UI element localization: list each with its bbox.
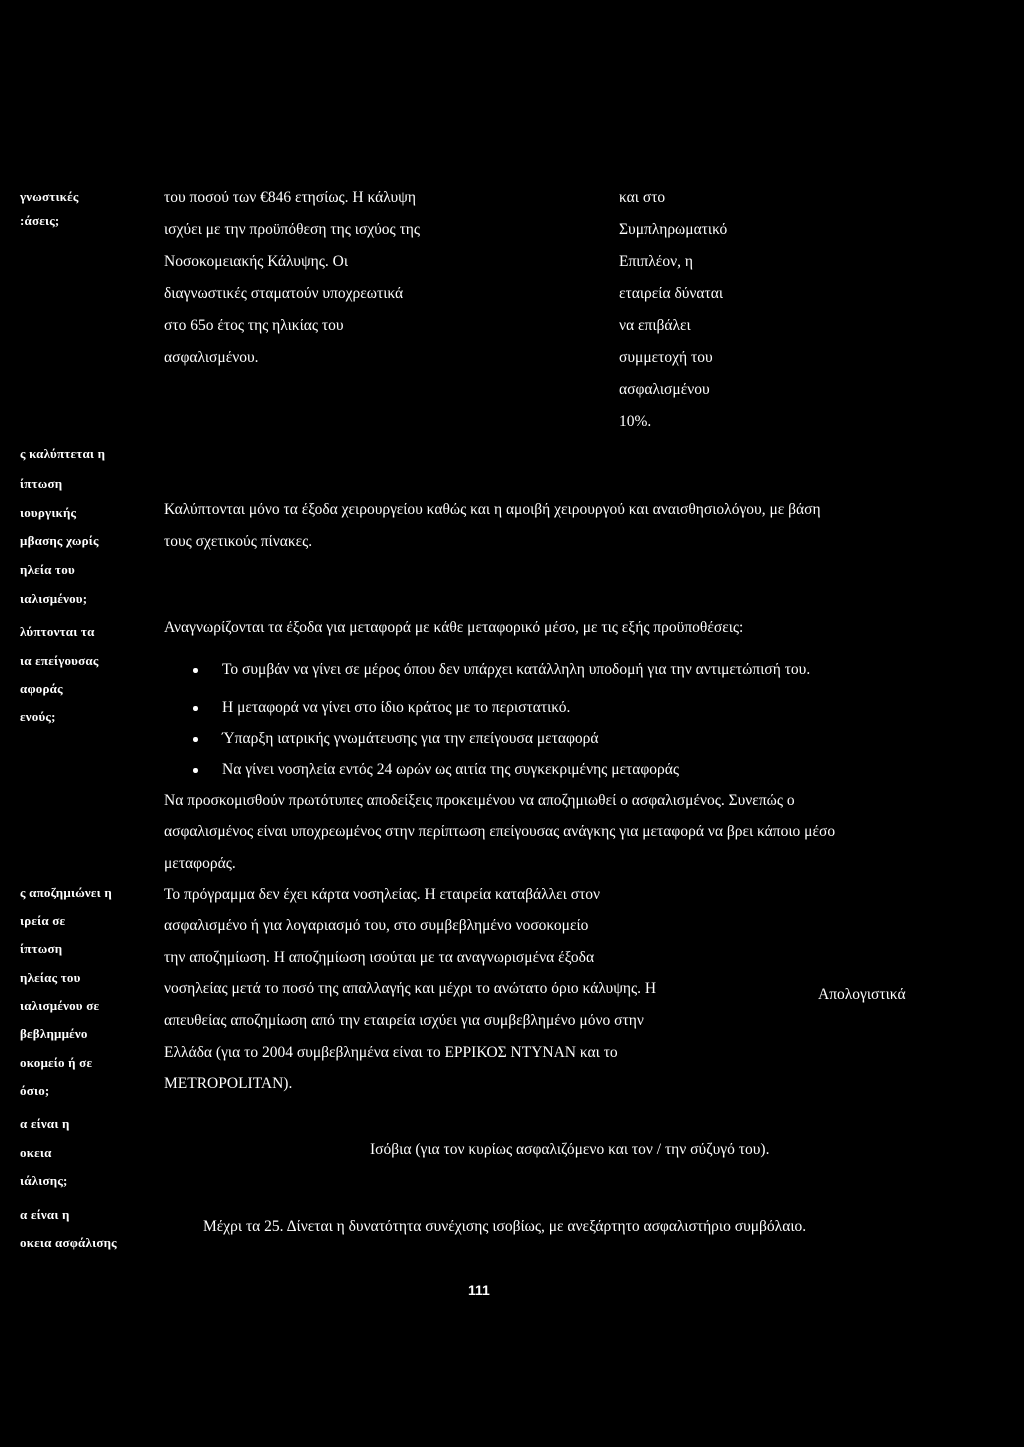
left-label: ιαλισμένου σε [20, 998, 100, 1013]
left-label: α είναι η [20, 1207, 70, 1222]
left-label: οκεια [20, 1145, 52, 1160]
left-label: ιάλισης; [20, 1173, 68, 1188]
left-label: ς αποζημιώνει η [20, 885, 112, 900]
compensation-line: Ελλάδα (για το 2004 συμβεβλημένα είναι το ΕΡΡΙΚΟΣ ΝΤΥΝΑΝ και το [164, 1044, 618, 1061]
diagnostics-line: στο 65ο έτος της ηλικίας του [164, 317, 344, 334]
transport-condition: Το συμβάν να γίνει σε μέρος όπου δεν υπάρχει κατάλληλη υποδομή για την αντιμετώπισή του. [222, 661, 811, 678]
transport-note-line: μεταφοράς. [164, 855, 236, 872]
diagnostics-extra-line: 10%. [619, 413, 652, 430]
diagnostics-extra-line: να επιβάλει [619, 317, 691, 334]
compensation-method: Απολογιστικά [818, 986, 906, 1003]
left-label: ιρεία σε [20, 913, 66, 928]
transport-condition: Να γίνει νοσηλεία εντός 24 ωρών ως αιτία της συγκεκριμένης μεταφοράς [222, 761, 680, 778]
diagnostics-line: ισχύει με την προϋπόθεση της ισχύος της [164, 221, 421, 238]
left-label: αφοράς [20, 681, 63, 696]
diagnostics-extra-line: εταιρεία δύναται [619, 285, 724, 302]
compensation-line: ασφαλισμένο ή για λογαριασμό του, στο συμβεβλημένο νοσοκομείο [164, 917, 589, 934]
compensation-line: Το πρόγραμμα δεν έχει κάρτα νοσηλείας. Η εταιρεία καταβάλλει στον [164, 886, 601, 903]
transport-note-line: ασφαλισμένος είναι υποχρεωμένος στην περίπτωση επείγουσας ανάγκης για μεταφορά να βρει κάποιο μέσο [164, 823, 836, 840]
left-label: οκεια ασφάλισης [20, 1235, 117, 1250]
diagnostics-extra-line: ασφαλισμένου [619, 381, 710, 398]
compensation-line: νοσηλείας μετά το ποσό της απαλλαγής και μέχρι το ανώτατο όριο κάλυψης. Η [164, 980, 657, 997]
left-label: γνωστικές [20, 189, 79, 204]
left-label: μβασης χωρίς [20, 533, 99, 548]
diagnostics-line: του ποσού των €846 ετησίως. Η κάλυψη [164, 189, 416, 206]
left-label: ενούς; [20, 709, 56, 724]
surgery-line: τους σχετικούς πίνακες. [164, 533, 313, 550]
left-label: βεβλημμένο [20, 1026, 88, 1041]
bullet-icon [193, 737, 198, 742]
compensation-line: απευθείας αποζημίωση από την εταιρεία ισχύει για συμβεβλημένο μόνο στην [164, 1012, 644, 1029]
bullet-icon [193, 706, 198, 711]
left-label: ιαλισμένου; [20, 591, 88, 606]
left-label: ηλείας του [20, 970, 81, 985]
left-label: όσιο; [20, 1083, 50, 1098]
diagnostics-line: ασφαλισμένου. [164, 349, 259, 366]
left-label: οκομείο ή σε [20, 1055, 93, 1070]
left-label: :άσεις; [20, 213, 60, 228]
left-label: ιουργικής [20, 505, 77, 520]
page-number: 111 [468, 1282, 490, 1298]
transport-condition: Η μεταφορά να γίνει στο ίδιο κράτος με το περιστατικό. [222, 699, 571, 716]
diagnostics-extra-line: και στο [619, 189, 666, 206]
left-label: ίπτωση [20, 941, 63, 956]
coverage-duration: Ισόβια (για τον κυρίως ασφαλιζόμενο και τον / την σύζυγό του). [370, 1141, 770, 1158]
bullet-icon [193, 668, 198, 673]
bullet-icon [193, 768, 198, 773]
transport-intro: Αναγνωρίζονται τα έξοδα για μεταφορά με κάθε μεταφορικό μέσο, με τις εξής προϋποθέσεις: [164, 619, 744, 636]
left-label: α είναι η [20, 1116, 70, 1131]
diagnostics-extra-line: συμμετοχή του [619, 349, 713, 366]
left-label: ηλεία του [20, 562, 75, 577]
diagnostics-line: Νοσοκομειακής Κάλυψης. Οι [164, 253, 349, 270]
compensation-line: METROPOLITAN). [164, 1075, 293, 1092]
transport-note-line: Να προσκομισθούν πρωτότυπες αποδείξεις προκειμένου να αποζημιωθεί ο ασφαλισμένος. Συνεπώς ο [164, 792, 795, 809]
transport-condition: Ύπαρξη ιατρικής γνωμάτευσης για την επείγουσα μεταφορά [222, 730, 599, 747]
left-label: λύπτονται τα [20, 624, 95, 639]
left-label: ίπτωση [20, 476, 63, 491]
diagnostics-line: διαγνωστικές σταματούν υποχρεωτικά [164, 285, 404, 302]
diagnostics-extra-line: Επιπλέον, η [619, 253, 693, 270]
diagnostics-extra-line: Συμπληρωματικό [619, 221, 728, 238]
left-label: ια επείγουσας [20, 653, 99, 668]
coverage-age-limit: Μέχρι τα 25. Δίνεται η δυνατότητα συνέχισης ισοβίως, με ανεξάρτητο ασφαλιστήριο συμβόλαιο. [203, 1218, 807, 1235]
surgery-line: Καλύπτονται μόνο τα έξοδα χειρουργείου καθώς και η αμοιβή χειρουργού και αναισθησιολόγου, με βάση [164, 501, 821, 518]
left-label: ς καλύπτεται η [20, 446, 106, 461]
compensation-line: την αποζημίωση. Η αποζημίωση ισούται με τα αναγνωρισμένα έξοδα [164, 949, 595, 966]
